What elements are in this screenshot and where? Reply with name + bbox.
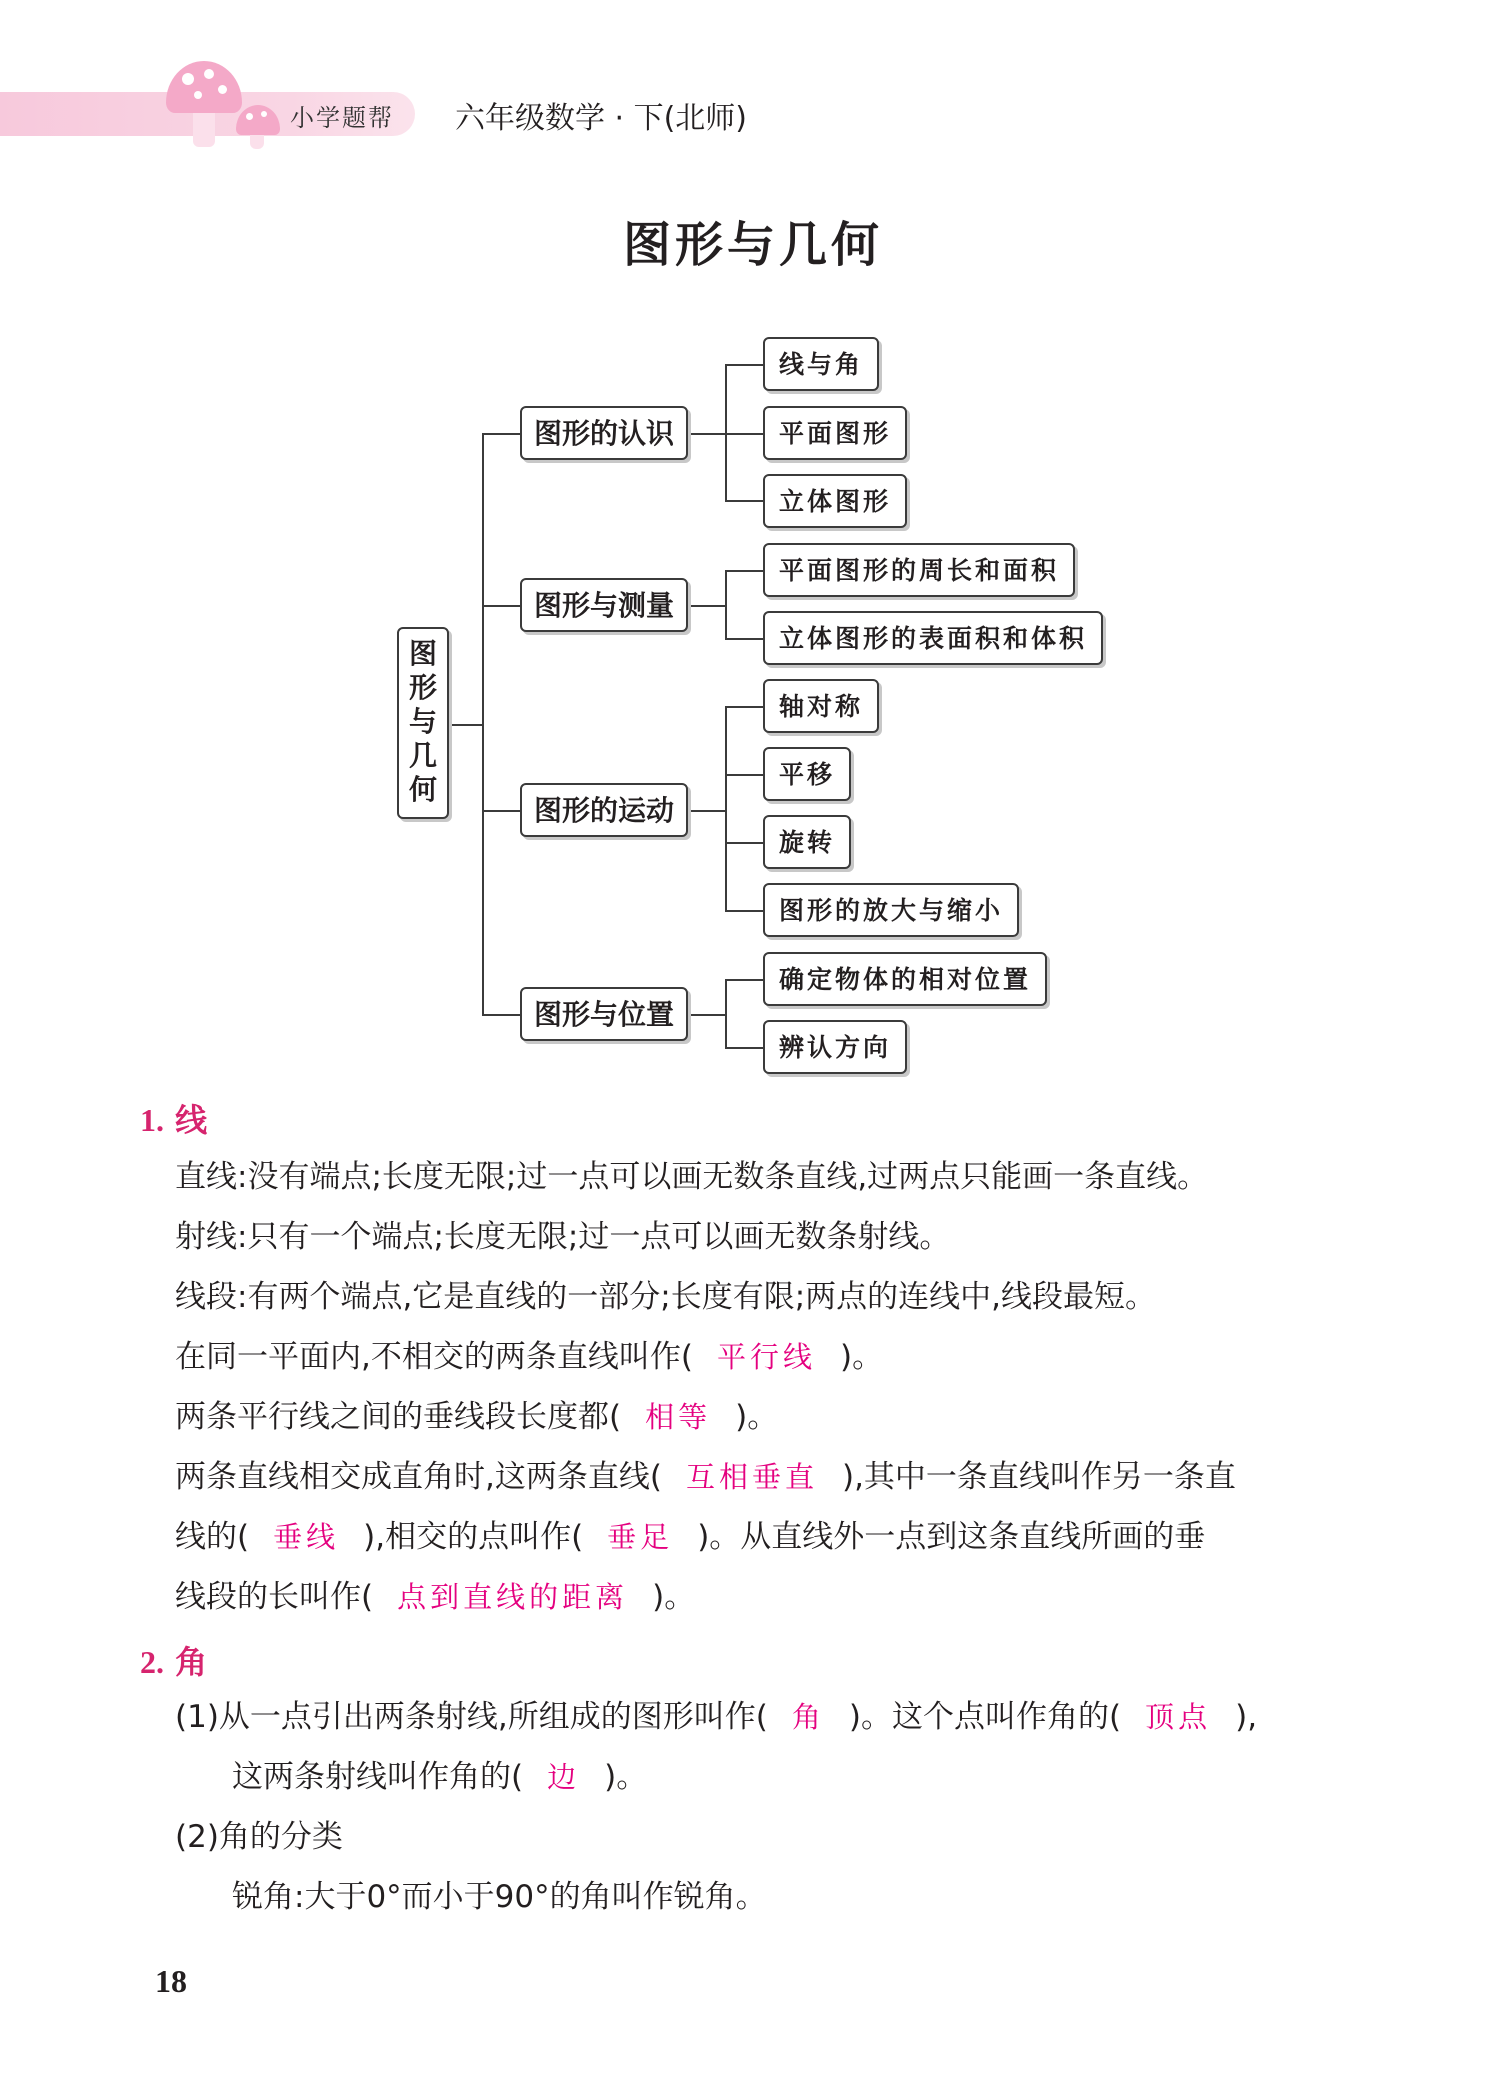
leaf-lines-angles: 线与角: [763, 337, 879, 391]
paragraph: (2)角的分类: [175, 1819, 343, 1855]
section-title: 线: [175, 1101, 208, 1139]
answer: 相等: [645, 1400, 712, 1434]
paragraph: [175, 1517, 1205, 1557]
paragraph: [175, 1577, 695, 1617]
leaf-plane-figures: 平面图形: [763, 406, 907, 460]
page-number: 18: [155, 1963, 187, 1999]
text: )。: [604, 1759, 648, 1795]
text: ),其中一条直线叫作另一条直: [841, 1459, 1236, 1495]
branch-shape-position: 图形与位置: [520, 987, 688, 1041]
root-char: 何: [408, 773, 437, 806]
section-2-heading: [140, 1637, 207, 1683]
answer: 点到直线的距离: [397, 1580, 629, 1614]
branch-shape-motion: 图形的运动: [520, 783, 688, 837]
branch-shape-recognition: 图形的认识: [520, 406, 688, 460]
text: 在同一平面内,不相交的两条直线叫作(: [175, 1339, 693, 1375]
text: (1)从一点引出两条射线,所组成的图形叫作(: [175, 1699, 768, 1735]
paragraph: [175, 1457, 1236, 1497]
leaf-translation: 平移: [763, 747, 851, 801]
text: 两条平行线之间的垂线段长度都(: [175, 1399, 622, 1435]
leaf-symmetry: 轴对称: [763, 679, 879, 733]
leaf-relative-position: 确定物体的相对位置: [763, 952, 1047, 1006]
leaf-rotation: 旋转: [763, 815, 851, 869]
paragraph: 锐角:大于0°而小于90°的角叫作锐角。: [232, 1879, 767, 1915]
paragraph: 射线:只有一个端点;长度无限;过一点可以画无数条射线。: [175, 1219, 951, 1255]
answer: 边: [547, 1760, 581, 1794]
section-title: 角: [175, 1643, 208, 1681]
section-1-heading: [140, 1095, 207, 1141]
leaf-solid-figures: 立体图形: [763, 474, 907, 528]
paragraph: [175, 1697, 1257, 1737]
text: )。从直线外一点到这条直线所画的垂: [697, 1519, 1206, 1555]
root-char: 形: [408, 671, 437, 704]
text: 线的(: [175, 1519, 250, 1555]
answer: 互相垂直: [685, 1460, 818, 1494]
root-char: 图: [408, 637, 437, 670]
text: )。: [652, 1579, 696, 1615]
mushroom-logo-icon: [160, 55, 300, 150]
branch-shape-measurement: 图形与测量: [520, 578, 688, 632]
paragraph: [175, 1397, 778, 1437]
text: )。这个点叫作角的(: [848, 1699, 1122, 1735]
mindmap-root: [397, 627, 449, 819]
paragraph: 直线:没有端点;长度无限;过一点可以画无数条直线,过两点只能画一条直线。: [175, 1159, 1209, 1195]
paragraph: [232, 1757, 647, 1797]
text: )。: [839, 1339, 884, 1375]
answer: 顶点: [1145, 1700, 1212, 1734]
paragraph: [175, 1337, 883, 1377]
answer: 平行线: [716, 1340, 816, 1374]
text: ),: [1235, 1699, 1258, 1735]
text: 这两条射线叫作角的(: [232, 1759, 524, 1795]
brand-label: 小学题帮: [290, 104, 394, 132]
leaf-perimeter-area: 平面图形的周长和面积: [763, 543, 1075, 597]
section-number: 2.: [140, 1644, 164, 1680]
leaf-surface-volume: 立体图形的表面积和体积: [763, 611, 1103, 665]
text: 线段的长叫作(: [175, 1579, 374, 1615]
leaf-direction: 辨认方向: [763, 1020, 907, 1074]
text: 两条直线相交成直角时,这两条直线(: [175, 1459, 662, 1495]
paragraph: 线段:有两个端点,它是直线的一部分;长度有限;两点的连线中,线段最短。: [175, 1279, 1157, 1315]
section-number: 1.: [140, 1102, 164, 1138]
answer: 垂线: [273, 1520, 340, 1554]
book-title: 六年级数学 · 下(北师): [455, 101, 748, 136]
page-title: 图形与几何: [622, 217, 883, 273]
text: )。: [735, 1399, 779, 1435]
text: ),相交的点叫作(: [363, 1519, 584, 1555]
root-char: 几: [408, 739, 437, 772]
answer: 角: [791, 1700, 825, 1734]
root-char: 与: [408, 705, 437, 738]
leaf-scaling: 图形的放大与缩小: [763, 883, 1019, 937]
answer: 垂足: [607, 1520, 674, 1554]
